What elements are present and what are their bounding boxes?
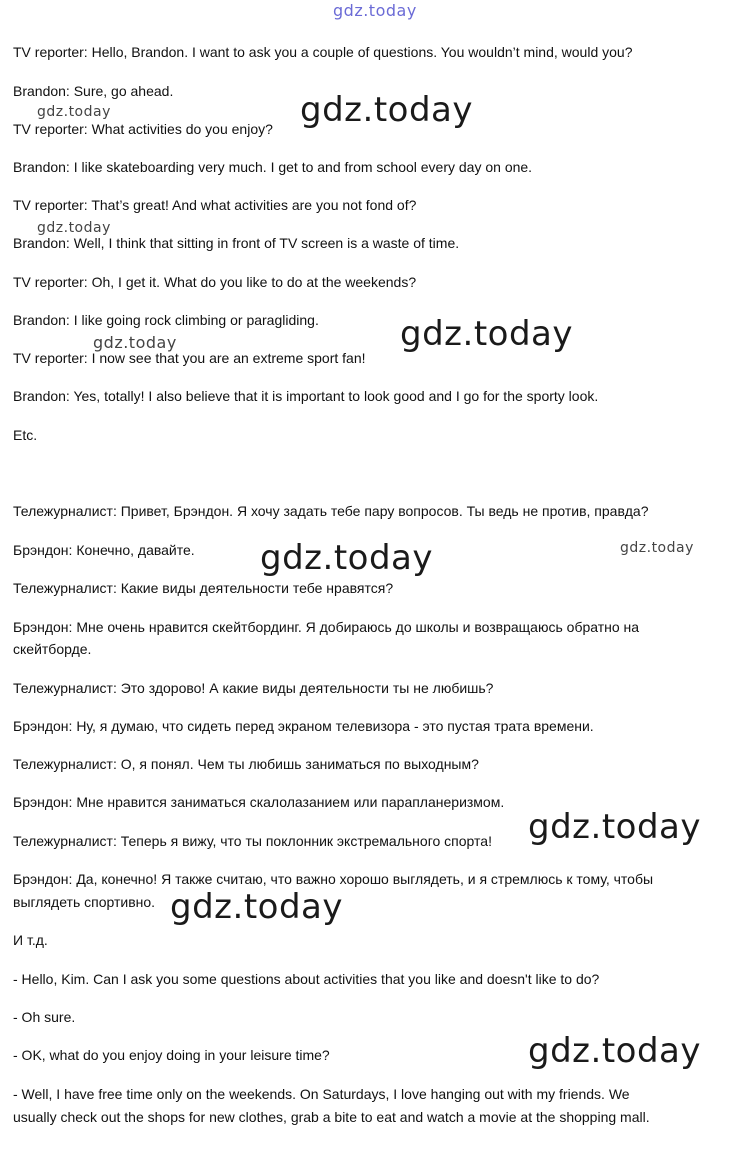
english-line-10: Brandon: Yes, totally! I also believe that it is important to look good and I go for the sporty look. (13, 388, 599, 404)
russian-line-9: Тележурналист: Теперь я вижу, что ты поклонник экстремального спорта! (13, 833, 492, 849)
watermark-big-3: gdz.today (260, 538, 433, 578)
watermark-big-1: gdz.today (300, 90, 473, 130)
watermark-small-1: gdz.today (37, 104, 111, 120)
russian-line-4-cont: скейтборде. (13, 641, 92, 657)
english-line-8: Brandon: I like going rock climbing or paragliding. (13, 312, 319, 328)
second-line-4: - Well, I have free time only on the weekends. On Saturdays, I love hanging out with my friends. We (13, 1086, 630, 1102)
english-line-etc: Etc. (13, 427, 38, 443)
watermark-small-3: gdz.today (93, 333, 177, 352)
russian-line-10: Брэндон: Да, конечно! Я также считаю, что важно хорошо выглядеть, и я стремлюсь к тому, чтобы (13, 871, 654, 887)
russian-line-2: Брэндон: Конечно, давайте. (13, 542, 195, 558)
russian-line-10-cont: выглядеть спортивно. (13, 894, 156, 910)
watermark-big-2: gdz.today (400, 314, 573, 354)
russian-line-1: Тележурналист: Привет, Брэндон. Я хочу задать тебе пару вопросов. Ты ведь не против, правда? (13, 503, 649, 519)
watermark-big-6: gdz.today (528, 1031, 701, 1071)
english-line-3: TV reporter: What activities do you enjoy? (13, 121, 273, 137)
russian-line-3: Тележурналист: Какие виды деятельности тебе нравятся? (13, 580, 394, 596)
russian-line-7: Тележурналист: О, я понял. Чем ты любишь заниматься по выходным? (13, 756, 479, 772)
watermark-big-5: gdz.today (170, 887, 343, 927)
english-line-2: Brandon: Sure, go ahead. (13, 83, 174, 99)
watermark-top: gdz.today (333, 1, 417, 20)
second-line-1: - Hello, Kim. Can I ask you some questions about activities that you like and doesn't like to do? (13, 971, 600, 987)
english-line-5: TV reporter: That’s great! And what activities are you not fond of? (13, 197, 417, 213)
english-line-6: Brandon: Well, I think that sitting in front of TV screen is a waste of time. (13, 235, 460, 251)
english-line-4: Brandon: I like skateboarding very much. I get to and from school every day on one. (13, 159, 533, 175)
watermark-small-2: gdz.today (37, 220, 111, 236)
english-line-1: TV reporter: Hello, Brandon. I want to ask you a couple of questions. You wouldn’t mind, would you? (13, 44, 633, 60)
watermark-small-4: gdz.today (620, 540, 694, 556)
russian-line-4: Брэндон: Мне очень нравится скейтбординг. Я добираюсь до школы и возвращаюсь обратно на (13, 619, 640, 635)
english-line-7: TV reporter: Oh, I get it. What do you like to do at the weekends? (13, 274, 417, 290)
russian-line-etc: И т.д. (13, 932, 48, 948)
watermark-big-4: gdz.today (528, 807, 701, 847)
russian-line-8: Брэндон: Мне нравится заниматься скалолазанием или парапланеризмом. (13, 794, 505, 810)
second-line-4-cont: usually check out the shops for new clothes, grab a bite to eat and watch a movie at the shopping mall. (13, 1109, 650, 1125)
second-line-2: - Oh sure. (13, 1009, 76, 1025)
english-line-9: TV reporter: I now see that you are an extreme sport fan! (13, 350, 366, 366)
russian-line-6: Брэндон: Ну, я думаю, что сидеть перед экраном телевизора - это пустая трата времени. (13, 718, 594, 734)
second-line-3: - OK, what do you enjoy doing in your leisure time? (13, 1047, 330, 1063)
russian-line-5: Тележурналист: Это здорово! А какие виды деятельности ты не любишь? (13, 680, 494, 696)
